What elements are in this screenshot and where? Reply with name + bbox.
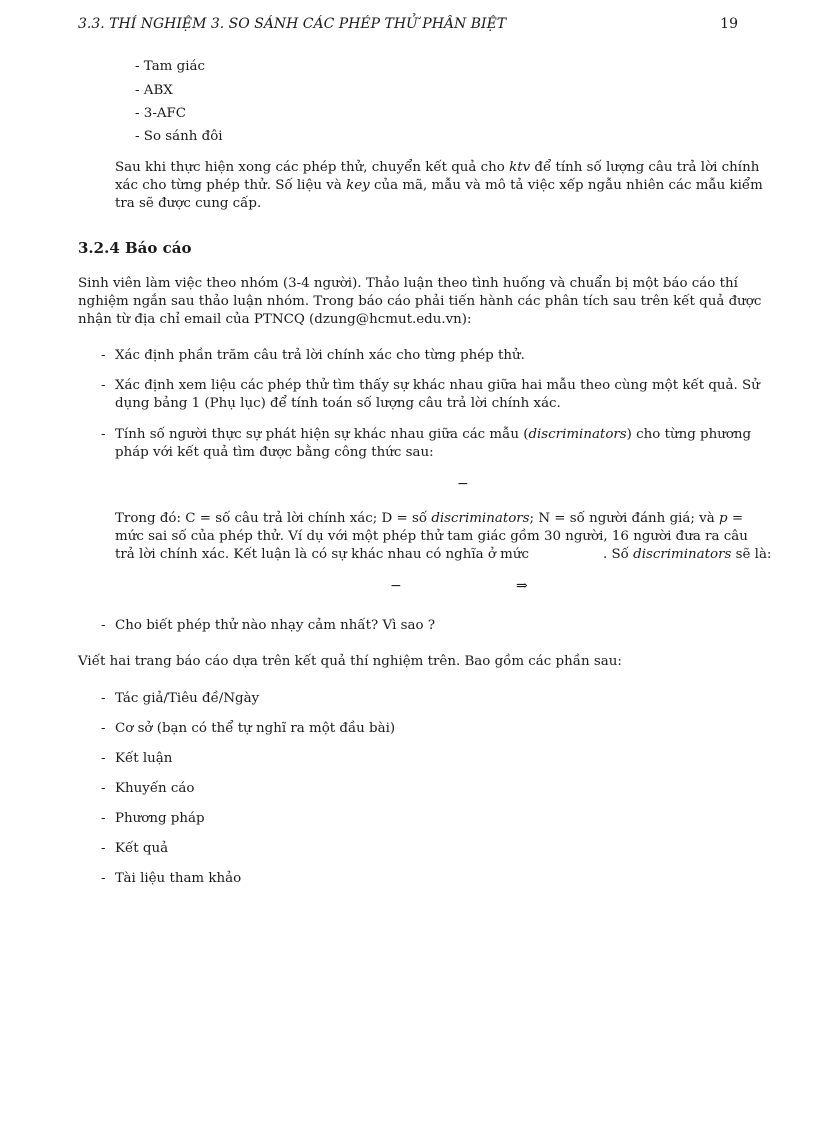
report-section-item: - Tài liệu tham khảo [101,871,242,886]
method-item: - Tam giác [135,59,205,74]
formula-explanation: Trong đó: C = số câu trả lời chính xác; D = số discriminators; N = số người đánh giá; và p = mức sai số của phép thử. Ví dụ với một phép thử tam giác gồm 30 người, 16 người đưa ra câu trả lời chính xác. Kết luận là có sự khác nhau có nghĩa ở mức . Số discriminators sẽ là: [115,511,772,562]
report-section-item: - Kết luận [101,751,173,766]
task-item: - Xác định phần trăm câu trả lời chính xác cho từng phép thử. [101,348,525,363]
intro-paragraph: Sinh viên làm việc theo nhóm (3-4 người). Thảo luận theo tình huống và chuẩn bị một báo cáo thí nghiệm ngắn sau thảo luận nhóm. Trong báo cáo phải tiến hành các phân tích sau trên kết quả được nhận từ địa chỉ email của PTNCQ (dzung@hcmut.edu.vn): [78,276,762,327]
report-instructions: Viết hai trang báo cáo dựa trên kết quả thí nghiệm trên. Bao gồm các phần sau: [78,654,622,669]
running-header [78,16,738,38]
results-paragraph: Sau khi thực hiện xong các phép thử, chuyển kết quả cho ktv để tính số lượng câu trả lời chính xác cho từng phép thử. Số liệu và key của mã, mẫu và mô tả việc xếp ngẫu nhiên các mẫu kiểm tra sẽ được cung cấp. [115,160,763,211]
method-item: - 3-AFC [135,106,187,121]
report-section-item: - Kết quả [101,841,169,856]
formula-implies-arrow: ⇒ [516,578,528,594]
method-item: - So sánh đôi [135,129,223,144]
task-item: - Tính số người thực sự phát hiện sự khác nhau giữa các mẫu (discriminators) cho từng phương pháp với kết quả tìm được bằng công thức sau: [101,427,752,460]
page-number: 19 [720,16,738,32]
header-section-title: 3.3. THÍ NGHIỆM 3. SO SÁNH CÁC PHÉP THỬ PHÂN BIỆT [78,16,507,32]
report-section-item: - Cơ sở (bạn có thể tự nghĩ ra một đầu bài) [101,721,396,736]
report-section-item: - Phương pháp [101,811,205,826]
report-section-item: - Tác giả/Tiêu đề/Ngày [101,691,260,706]
report-section-item: - Khuyến cáo [101,781,195,796]
task-item: - Cho biết phép thử nào nhạy cảm nhất? Vì sao ? [101,618,436,633]
method-item: - ABX [135,83,173,98]
formula-minus: − [457,476,469,492]
section-heading: 3.2.4 Báo cáo [78,239,192,257]
formula-minus: − [390,578,402,594]
task-item: - Xác định xem liệu các phép thử tìm thấy sự khác nhau giữa hai mẫu theo cùng một kết quả. Sử dụng bảng 1 (Phụ lục) để tính toán số lượng câu trả lời chính xác. [101,378,760,411]
